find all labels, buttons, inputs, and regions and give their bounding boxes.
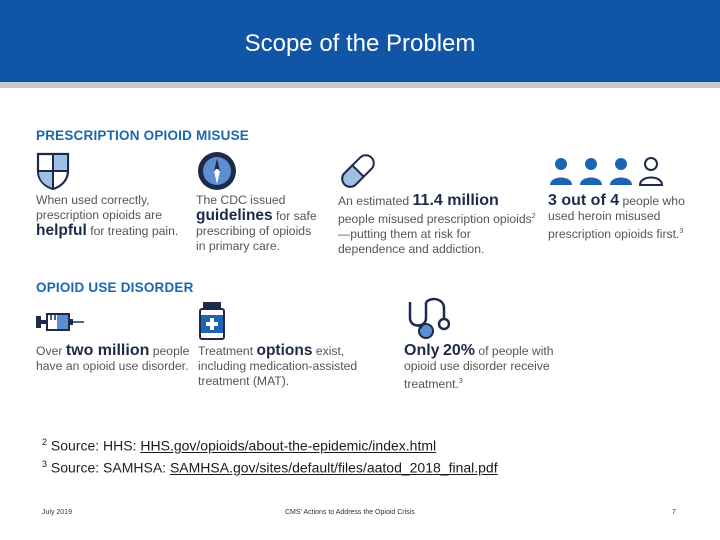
card-two-million: Over two million people have an opioid use disorder.: [36, 342, 190, 373]
footer-title: CMS' Actions to Address the Opioid Crisis: [285, 509, 415, 516]
card-heroin: 3 out of 4 people who used heroin misused prescription opioids first.$^3$: [548, 192, 685, 242]
footer-date: July 2019: [42, 509, 72, 516]
syringe-icon: [34, 310, 86, 334]
section-heading-misuse: PRESCRIPTION OPIOID MISUSE: [36, 128, 249, 143]
header-divider: [0, 82, 720, 88]
title-bar: [0, 0, 720, 82]
card-guidelines: The CDC issued guidelines for safe prescribing of opioids in primary care.: [196, 193, 317, 253]
section-heading-disorder: OPIOID USE DISORDER: [36, 280, 194, 295]
compass-icon: [196, 150, 238, 192]
stethoscope-icon: [404, 294, 450, 340]
source-note-hhs: $^2$ Source: HHS: HHS.gov/opioids/about-the-epidemic/index.html: [42, 437, 437, 454]
medicine-bottle-icon: [198, 301, 226, 341]
slide-title: Scope of the Problem: [244, 30, 476, 57]
source-note-samhsa: $^3$ Source: SAMHSA: SAMHSA.gov/sites/default/files/aatod_2018_final.pdf: [42, 459, 498, 476]
card-only-20-percent: Only 20% of people with opioid use disorder receive treatment.$^3$: [404, 342, 554, 392]
samhsa-link[interactable]: SAMHSA.gov/sites/default/files/aatod_2018_final.pdf: [169, 459, 498, 476]
page-number: 7: [672, 509, 676, 516]
card-misused-estimate: An estimated 11.4 million people misused prescription opioids$^2$—putting them at risk for dependence and addiction.: [338, 192, 536, 257]
hhs-link[interactable]: HHS.gov/opioids/about-the-epidemic/index.html: [140, 437, 437, 454]
people-group-icon: [548, 155, 668, 187]
pill-capsule-icon: [338, 151, 378, 191]
card-helpful: When used correctly, prescription opioids are helpful for treating pain.: [36, 193, 179, 239]
shield-icon: [35, 151, 71, 191]
card-treatment-options: Treatment options exist, including medication-assisted treatment (MAT).: [198, 342, 358, 388]
